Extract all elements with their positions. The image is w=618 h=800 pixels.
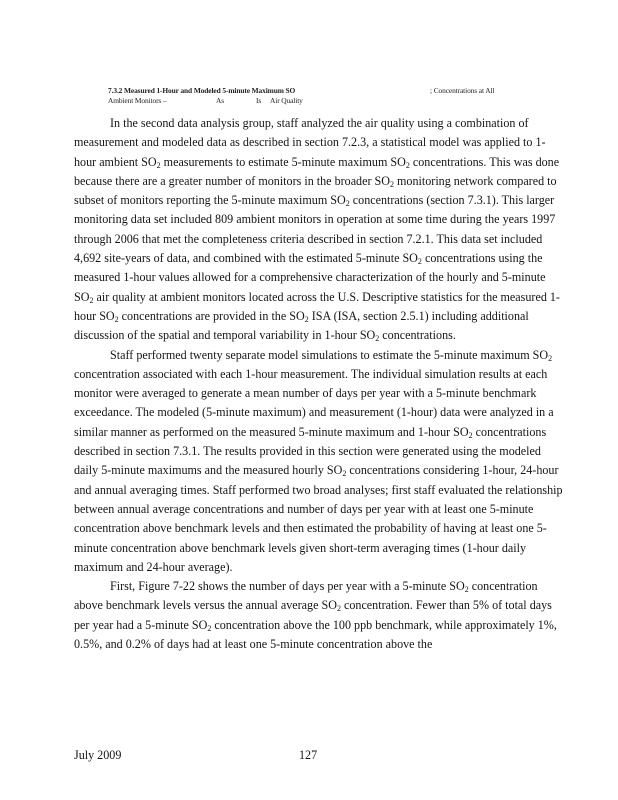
footer-date: July 2009	[74, 748, 122, 762]
text-run: concentrations.	[379, 328, 456, 343]
text-run: concentration above benchmark levels versus the annual average SO	[74, 579, 538, 613]
page-number: 127	[299, 748, 318, 762]
section-title-as: As	[216, 96, 225, 105]
section-title-air-quality: Air Quality	[270, 96, 303, 105]
paragraph-3	[74, 577, 564, 654]
text-run: concentrations described in section 7.3.1. The results provided in this section were generated using the modeled daily 5-minute maximums and the measured hourly SO	[74, 424, 547, 478]
section-title-line2: Ambient Monitors –	[108, 96, 167, 105]
subscript: 2	[207, 623, 212, 633]
subscript: 2	[342, 469, 347, 479]
subscript: 2	[464, 585, 469, 595]
subscript: 2	[417, 257, 422, 267]
subscript: 2	[336, 604, 341, 614]
text-run: concentrations. This was done because there are a greater number of monitors in the broader SO	[74, 154, 560, 188]
text-run: concentrations (section 7.3.1). This larger monitoring data set included 809 ambient monitors in operation at some time during the years 1997 through 2006 that met the completeness criteria described in section 7.2.1. This data set included 4,692 site-years of data, and combined with the estimated 5-minute SO	[74, 193, 556, 266]
paragraph-2	[74, 346, 564, 578]
section-title-continued: ; Concentrations at All	[430, 86, 495, 95]
text-run: monitoring network compared to subset of monitors reporting the 5-minute maximum SO	[74, 173, 557, 208]
subscript: 2	[345, 199, 350, 209]
subscript: 2	[89, 295, 94, 305]
subscript: 2	[114, 314, 119, 324]
text-run: In the second data analysis group, staff analyzed the air quality using a combination of measurement and modeled data as described in section 7.2.3, a statistical model was applied to 1-hour ambient SO	[74, 116, 546, 169]
text-run: concentration. Fewer than 5% of total days per year had a 5-minute SO	[74, 598, 552, 632]
subscript: 2	[375, 334, 380, 344]
subscript: 2	[468, 430, 473, 440]
text-run: ISA (ISA, section 2.5.1) including additional discussion of the spatial and temporal variability in 1-hour SO	[74, 308, 529, 343]
text-run: concentrations using the measured 1-hour values allowed for a comprehensive characterization of the hourly and 5-minute SO	[74, 251, 546, 304]
subscript: 2	[390, 179, 394, 189]
text-run: First, Figure 7-22 shows the number of days per year with a 5-minute SO	[110, 579, 465, 594]
section-heading	[108, 86, 508, 106]
section-title-is: Is	[256, 96, 262, 105]
text-run: measurements to estimate 5-minute maximum SO	[160, 154, 406, 169]
subscript: 2	[548, 353, 553, 363]
text-run: air quality at ambient monitors located across the U.S. Descriptive statistics for the measured 1-hour SO	[74, 289, 560, 323]
subscript: 2	[405, 160, 410, 170]
subscript: 2	[156, 160, 161, 170]
section-title: 7.3.2 Measured 1-Hour and Modeled 5-minute Maximum SO	[108, 86, 296, 95]
subscript: 2	[304, 314, 309, 324]
text-run: Staff performed twenty separate model simulations to estimate the 5-minute maximum SO	[110, 347, 549, 362]
text-run: concentration associated with each 1-hour measurement. The individual simulation results at each monitor were averaged to generate a mean number of days per year with a 5-minute benchmark exceedance. The modeled (5-minute maximum) and measurement (1-hour) data were analyzed in a similar manner as performed on the measured 5-minute maximum and 1-hour SO	[74, 366, 554, 439]
body-text	[74, 114, 564, 654]
text-run: concentrations considering 1-hour, 24-hour and annual averaging times. Staff performed two broad analyses; first staff evaluated the relationship between annual average concentrations and number of days per year with at least one 5-minute concentration above benchmark levels and then estimated the probability of having at least one 5-minute concentration above benchmark levels given short-term averaging times (1-hour daily maximum and 24-hour average).	[74, 463, 563, 574]
text-run: concentration above the 100 ppb benchmark, while approximately 1%, 0.5%, and 0.2% of days had at least one 5-minute concentration above the	[74, 617, 557, 652]
paragraph-1	[74, 114, 564, 346]
text-run: concentrations are provided in the SO	[118, 308, 305, 323]
